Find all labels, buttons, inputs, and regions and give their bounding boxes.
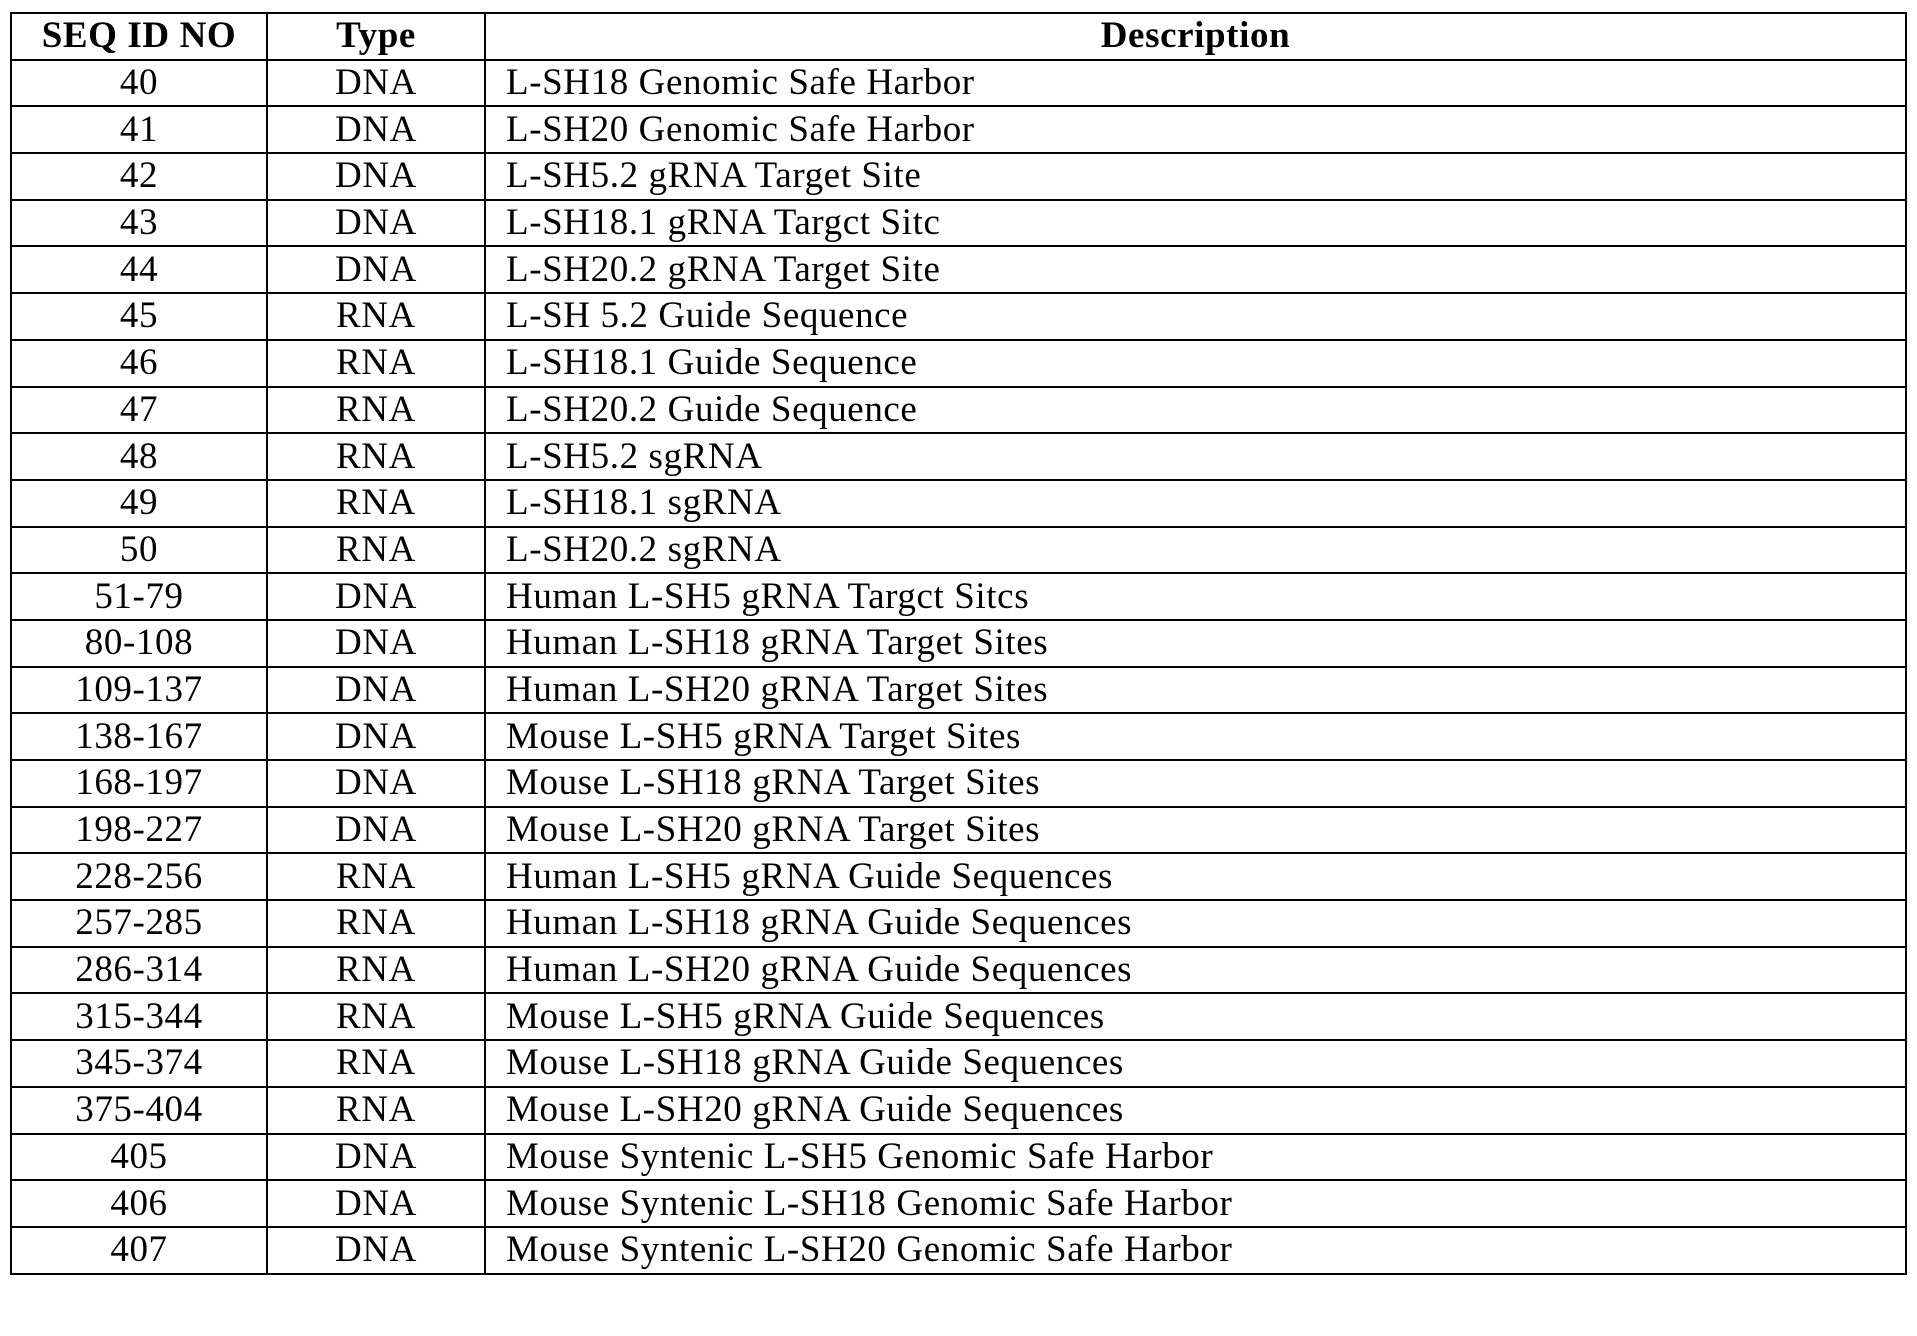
table-row [11,433,1906,480]
seq-id-cell: 51-79 [11,573,267,620]
seq-id-cell: 40 [11,60,267,107]
table-row [11,1180,1906,1227]
type-cell: DNA [267,153,485,200]
description-cell: Mouse L-SH5 gRNA Target Sites [485,713,1906,760]
seq-id-cell: 48 [11,433,267,480]
type-cell: RNA [267,527,485,574]
seq-id-cell: 405 [11,1134,267,1181]
type-cell: RNA [267,853,485,900]
type-cell: DNA [267,667,485,714]
seq-id-cell: 375-404 [11,1087,267,1134]
description-cell: L-SH20.2 sgRNA [485,527,1906,574]
description-cell: Mouse L-SH18 gRNA Target Sites [485,760,1906,807]
type-cell: DNA [267,1180,485,1227]
description-cell: Human L-SH20 gRNA Guide Sequences [485,947,1906,994]
seq-id-cell: 345-374 [11,1040,267,1087]
type-cell: RNA [267,433,485,480]
seq-id-cell: 45 [11,293,267,340]
seq-id-cell: 286-314 [11,947,267,994]
seq-id-cell: 43 [11,200,267,247]
type-cell: RNA [267,900,485,947]
table-row [11,1087,1906,1134]
seq-id-cell: 407 [11,1227,267,1274]
description-cell: Mouse L-SH5 gRNA Guide Sequences [485,993,1906,1040]
description-cell: Human L-SH18 gRNA Target Sites [485,620,1906,667]
header-seq-id: SEQ ID NO [11,13,267,60]
type-cell: DNA [267,713,485,760]
header-type: Type [267,13,485,60]
type-cell: RNA [267,1040,485,1087]
description-cell: L-SH20.2 Guide Sequence [485,387,1906,434]
type-cell: RNA [267,480,485,527]
description-cell: Human L-SH18 gRNA Guide Sequences [485,900,1906,947]
description-cell: L-SH5.2 sgRNA [485,433,1906,480]
seq-id-cell: 46 [11,340,267,387]
seq-id-cell: 109-137 [11,667,267,714]
table-row [11,667,1906,714]
description-cell: Human L-SH5 gRNA Targct Sitcs [485,573,1906,620]
seq-id-cell: 315-344 [11,993,267,1040]
type-cell: RNA [267,387,485,434]
description-cell: Human L-SH5 gRNA Guide Sequences [485,853,1906,900]
description-cell: L-SH18.1 gRNA Targct Sitc [485,200,1906,247]
seq-id-cell: 50 [11,527,267,574]
type-cell: RNA [267,293,485,340]
seq-id-cell: 257-285 [11,900,267,947]
type-cell: DNA [267,807,485,854]
description-cell: Mouse L-SH20 gRNA Guide Sequences [485,1087,1906,1134]
type-cell: DNA [267,200,485,247]
description-cell: L-SH18.1 sgRNA [485,480,1906,527]
type-cell: DNA [267,60,485,107]
table-row [11,153,1906,200]
table-row [11,1227,1906,1274]
seq-id-cell: 44 [11,246,267,293]
type-cell: DNA [267,573,485,620]
seq-id-cell: 406 [11,1180,267,1227]
type-cell: RNA [267,1087,485,1134]
table-row [11,713,1906,760]
description-cell: Human L-SH20 gRNA Target Sites [485,667,1906,714]
description-cell: L-SH18.1 Guide Sequence [485,340,1906,387]
table-row [11,527,1906,574]
type-cell: RNA [267,993,485,1040]
type-cell: DNA [267,760,485,807]
description-cell: Mouse L-SH20 gRNA Target Sites [485,807,1906,854]
table-row [11,1040,1906,1087]
table-row [11,1134,1906,1181]
type-cell: DNA [267,246,485,293]
seq-id-cell: 228-256 [11,853,267,900]
table-row [11,293,1906,340]
table-row [11,387,1906,434]
seq-id-cell: 198-227 [11,807,267,854]
table-row [11,340,1906,387]
header-description: Description [485,13,1906,60]
seq-id-cell: 138-167 [11,713,267,760]
type-cell: DNA [267,620,485,667]
table-row [11,993,1906,1040]
type-cell: DNA [267,1134,485,1181]
type-cell: DNA [267,106,485,153]
type-cell: DNA [267,1227,485,1274]
description-cell: Mouse Syntenic L-SH20 Genomic Safe Harbor [485,1227,1906,1274]
sequence-table [10,12,1907,1275]
description-cell: L-SH 5.2 Guide Sequence [485,293,1906,340]
table-row [11,620,1906,667]
description-cell: L-SH20 Genomic Safe Harbor [485,106,1906,153]
table-row [11,106,1906,153]
table-row [11,853,1906,900]
seq-id-cell: 47 [11,387,267,434]
table-row [11,60,1906,107]
description-cell: L-SH18 Genomic Safe Harbor [485,60,1906,107]
type-cell: RNA [267,340,485,387]
seq-id-cell: 41 [11,106,267,153]
seq-id-cell: 49 [11,480,267,527]
seq-id-cell: 80-108 [11,620,267,667]
table-row [11,900,1906,947]
table-row [11,200,1906,247]
header-row [11,13,1906,60]
seq-id-cell: 168-197 [11,760,267,807]
seq-id-cell: 42 [11,153,267,200]
table-row [11,246,1906,293]
table-row [11,947,1906,994]
table-row [11,760,1906,807]
table-row [11,573,1906,620]
table-row [11,480,1906,527]
description-cell: Mouse Syntenic L-SH18 Genomic Safe Harbor [485,1180,1906,1227]
description-cell: L-SH20.2 gRNA Target Site [485,246,1906,293]
description-cell: L-SH5.2 gRNA Target Site [485,153,1906,200]
description-cell: Mouse L-SH18 gRNA Guide Sequences [485,1040,1906,1087]
description-cell: Mouse Syntenic L-SH5 Genomic Safe Harbor [485,1134,1906,1181]
type-cell: RNA [267,947,485,994]
table-row [11,807,1906,854]
